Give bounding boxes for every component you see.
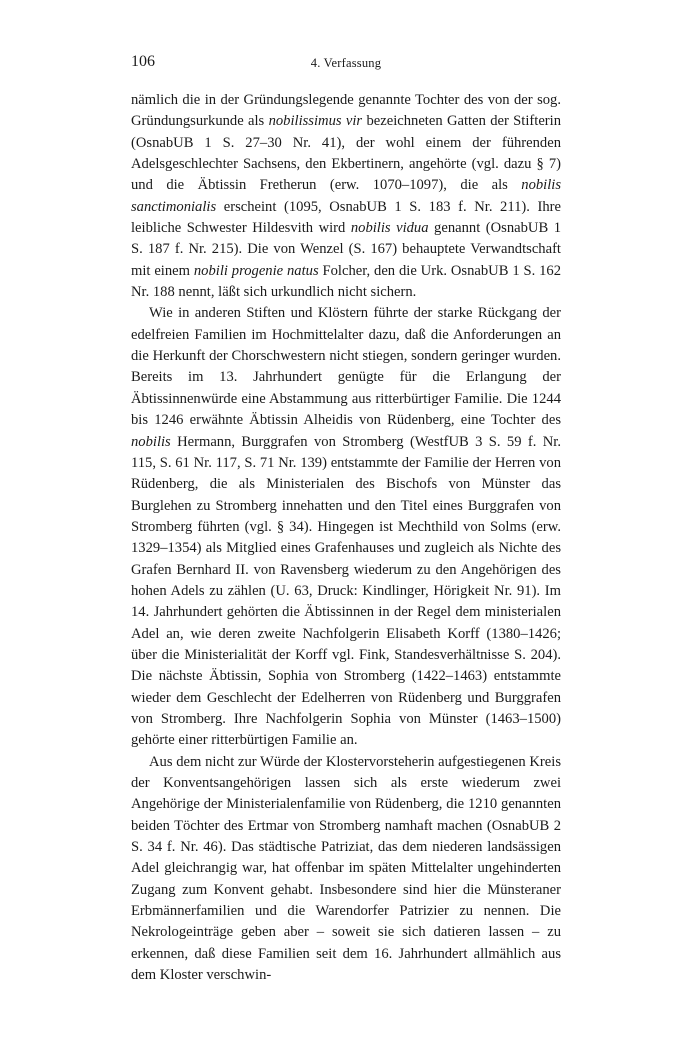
text-span: Aus dem nicht zur Würde der Klostervorsteherin aufgestiegenen Kreis der Konventsangehörigen lassen sich als erste wiederum zwei Angehörige der Ministerialenfamilie von Rüdenberg, die 1210 genannten beiden Töchter des Ertmar von Stromberg namhaft machen (OsnabUB 2 S. 34 f. Nr. 46). Das städtische Patriziat, das dem niederen landsässigen Adel gleichrangig war, hat offenbar im späten Mittelalter ungehinderten Zugang zum Konvent gehabt. Insbesondere sind hier die Münsteraner Erbmännerfamilien und die Warendorfer Patrizier zu nennen. Die Nekrologeinträge geben aber – soweit sie sich datieren lassen – zu erkennen, daß diese Familien seit dem 16. Jahrhundert allmählich aus dem Kloster verschwin- xyxy=(131,753,561,984)
body-text xyxy=(131,90,561,986)
text-span: erscheint (1095, OsnabUB 1 S. 183 f. Nr. 211). Ihre leibliche Schwester Hildesvith wird xyxy=(131,198,561,237)
page-number: 106 xyxy=(131,53,155,70)
paragraph xyxy=(131,303,561,751)
italic-latin-term: nobilis sanctimonialis xyxy=(131,177,561,215)
text-span: Hermann, Burggrafen von Stromberg (WestfUB 3 S. 59 f. Nr. 115, S. 61 Nr. 117, S. 71 Nr. 139) entstammte der Familie der Herren von Rüdenberg, die als Ministerialen des Bischofs von Münster das Burglehen zu Stromberg innehatten und den Titel eines Burggrafen von Stromberg führten (vgl. § 34). Hingegen ist Mechthild von Solms (erw. 1329–1354) als Mitglied eines Grafenhauses und zugleich als Nichte des Grafen Bernhard II. von Ravensberg wiederum zu den Angehörigen des hohen Adels zu zählen (U. 63, Druck: Kindlinger, Hörigkeit Nr. 91). Im 14. Jahrhundert gehörten die Äbtissinnen in der Regel dem ministerialen Adel an, wie deren zweite Nachfolgerin Elisabeth Korff (1380–1426; über die Ministerialität der Korff vgl. Fink, Standesverhältnisse S. 204). Die nächste Äbtissin, Sophia von Stromberg (1422–1463) entstammte wieder dem Geschlecht der Edelherren von Rüdenberg und Burggrafen von Stromberg. Ihre Nachfolgerin Sophia von Münster (1463–1500) gehörte einer ritterbürtigen Familie an. xyxy=(131,433,561,749)
running-head: 4. Verfassung xyxy=(310,56,382,70)
italic-latin-term: nobili progenie natus xyxy=(193,262,319,279)
text-span: nämlich die in der Gründungslegende genannte Tochter des von der sog. Gründungsurkunde als xyxy=(131,92,561,130)
italic-latin-term: nobilis xyxy=(131,433,171,450)
text-span: Folcher, den die Urk. OsnabUB 1 S. 162 Nr. 188 nennt, läßt sich urkundlich nicht sichern. xyxy=(131,262,562,301)
italic-latin-term: nobilissimus vir xyxy=(268,113,363,130)
text-span: bezeichneten Gatten der Stifterin (OsnabUB 1 S. 27–30 Nr. 41), der wohl einem der führenden Adelsgeschlechter Sachsens, den Ekbertinern, angehörte (vgl. dazu § 7) und die Äbtissin Fretherun (erw. 1070–1097), die als xyxy=(131,113,562,194)
text-span: Wie in anderen Stiften und Klöstern führte der starke Rückgang der edelfreien Familien im Hochmittelalter dazu, daß die Anforderungen an die Herkunft der Chorschwestern nicht stiegen, sondern geringer wurden. Bereits im 13. Jahrhundert genügte für die Erlangung der Äbtissinnenwürde eine Abstammung aus ritterbürtiger Familie. Die 1244 bis 1246 erwähnte Äbtissin Alheidis von Rüdenberg, eine Tochter des xyxy=(131,305,561,429)
paragraph xyxy=(131,752,561,987)
text-span: genannt (OsnabUB 1 S. 187 f. Nr. 215). Die von Wenzel (S. 167) behauptete Verwandtschaft mit einem xyxy=(131,220,561,279)
page-header xyxy=(131,52,561,76)
paragraph xyxy=(131,90,561,303)
italic-latin-term: nobilis vidua xyxy=(350,220,429,237)
